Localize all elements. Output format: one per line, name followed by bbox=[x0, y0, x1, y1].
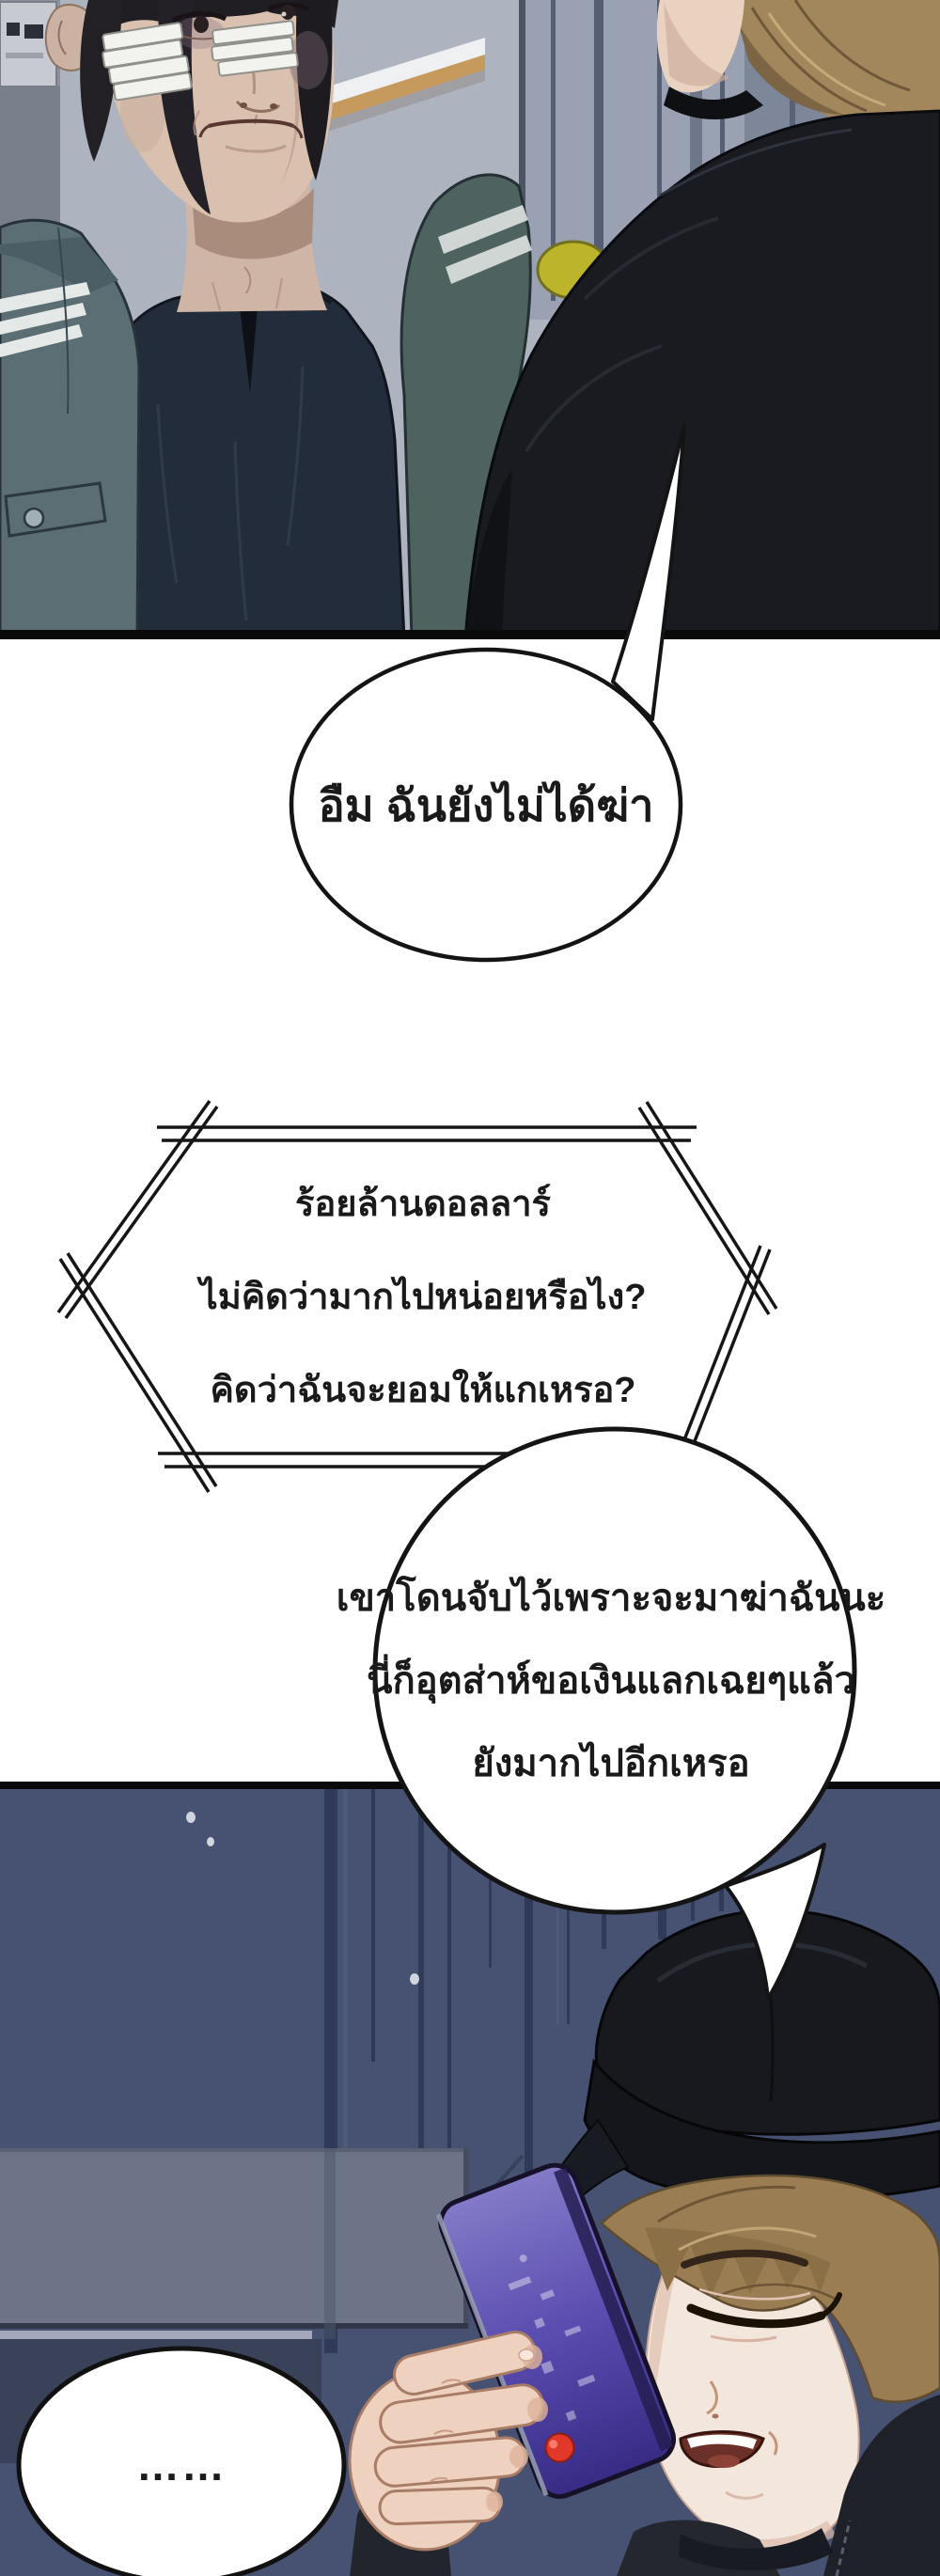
bubble2-line-1: เขาโดนจับไว้เพราะจะมาฆ่าฉันนะ bbox=[336, 1578, 886, 1619]
speech-bubble-2-text bbox=[336, 1557, 886, 1805]
speech-bubble-1 bbox=[263, 395, 714, 978]
ellipsis-text: …… bbox=[136, 2441, 227, 2490]
burst-line-1: ร้อยล้านดอลลาร์ bbox=[295, 1185, 551, 1224]
bandage-left-cheek bbox=[100, 23, 192, 102]
speech-bubble-1-tail bbox=[613, 425, 684, 719]
bubble2-line-3: ยังมากไปอีกเหรอ bbox=[472, 1743, 750, 1784]
burst-line-3: คิดว่าฉันจะยอมให้แกเหรอ? bbox=[210, 1371, 636, 1410]
bandage-nose bbox=[210, 21, 298, 76]
speech-bubble-3-text bbox=[87, 2431, 275, 2499]
jacket-button bbox=[24, 509, 43, 527]
burst-line-2: ไม่คิดว่ามากไปหน่อยหรือไง? bbox=[199, 1278, 647, 1317]
burst-bubble-text bbox=[94, 1158, 752, 1437]
speech-bubble-1-text bbox=[298, 762, 674, 848]
bubble1-line: อืม ฉันยังไม่ได้ฆ่า bbox=[318, 779, 654, 830]
bubble2-line-2: นี่ก็อุตส่าห์ขอเงินแลกเฉยๆแล้ว bbox=[367, 1660, 855, 1702]
